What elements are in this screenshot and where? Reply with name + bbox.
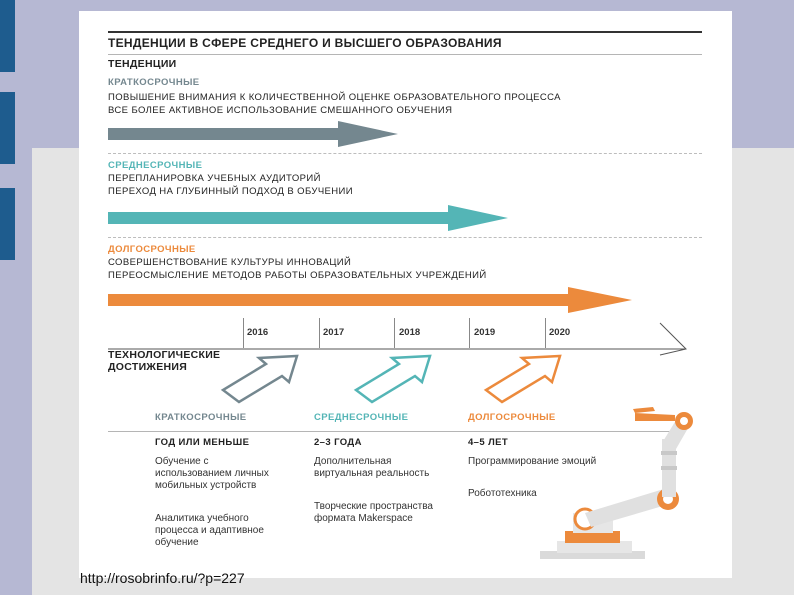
left-accent-bar-1: [0, 0, 15, 72]
trends-heading: ТЕНДЕНЦИИ: [108, 58, 177, 70]
tech-mid-item-2: Творческие пространства формата Makerspace: [314, 501, 433, 524]
left-accent-bar-3: [0, 188, 15, 260]
mid-term-item-1: ПЕРЕПЛАНИРОВКА УЧЕБНЫХ АУДИТОРИЙ: [108, 173, 321, 184]
tech-long-item-1: Программирование эмоций: [468, 456, 597, 467]
long-term-item-2: ПЕРЕОСМЫСЛЕНИЕ МЕТОДОВ РАБОТЫ ОБРАЗОВАТЕЛЬНЫХ УЧРЕЖДЕНИЙ: [108, 270, 487, 281]
tech-mid-item-1: Дополнительная виртуальная реальность: [314, 456, 430, 479]
short-term-item-1: ПОВЫШЕНИЕ ВНИМАНИЯ К КОЛИЧЕСТВЕННОЙ ОЦЕНКЕ ОБРАЗОВАТЕЛЬНОГО ПРОЦЕССА: [108, 92, 561, 103]
tech-heading-line1: ТЕХНОЛОГИЧЕСКИЕ: [108, 349, 221, 361]
tech-short-period: ГОД ИЛИ МЕНЬШЕ: [155, 437, 250, 448]
tech-short-item-1: Обучение с использованием личных мобильных устройств: [155, 456, 269, 491]
tech-heading-line2: ДОСТИЖЕНИЯ: [108, 361, 188, 373]
short-term-label: КРАТКОСРОЧНЫЕ: [108, 77, 200, 88]
tech-short-label: КРАТКОСРОЧНЫЕ: [155, 412, 247, 423]
year-2020: 2020: [549, 327, 571, 338]
title-rule: [108, 31, 702, 33]
year-2017: 2017: [323, 327, 345, 338]
tech-long-period: 4–5 ЛЕТ: [468, 437, 509, 448]
tech-long-item-2: Робототехника: [468, 488, 537, 499]
year-2018: 2018: [399, 327, 421, 338]
tech-long-label: ДОЛГОСРОЧНЫЕ: [468, 412, 556, 423]
mid-term-arrow: [108, 205, 510, 231]
long-term-arrow: [108, 287, 634, 313]
mid-term-divider: [108, 237, 702, 238]
title-divider: [108, 54, 702, 55]
mid-term-label: СРЕДНЕСРОЧНЫЕ: [108, 160, 203, 171]
long-term-label: ДОЛГОСРОЧНЫЕ: [108, 244, 196, 255]
tech-mid-label: СРЕДНЕСРОЧНЫЕ: [314, 412, 409, 423]
long-term-item-1: СОВЕРШЕНСТВОВАНИЕ КУЛЬТУРЫ ИННОВАЦИЙ: [108, 257, 352, 268]
mid-term-item-2: ПЕРЕХОД НА ГЛУБИННЫЙ ПОДХОД В ОБУЧЕНИИ: [108, 186, 354, 197]
tech-short-item-2: Аналитика учебного процесса и адаптивное обучение: [155, 513, 264, 548]
year-2016: 2016: [247, 327, 269, 338]
robot-arm-illustration: [535, 391, 715, 561]
tech-mid-period: 2–3 ГОДА: [314, 437, 362, 448]
infographic-title: ТЕНДЕНЦИИ В СФЕРЕ СРЕДНЕГО И ВЫСШЕГО ОБРАЗОВАНИЯ: [108, 36, 502, 50]
mid-term-tech-arrow-icon: [352, 354, 432, 404]
year-2019: 2019: [474, 327, 496, 338]
short-term-arrow: [108, 121, 400, 147]
source-link[interactable]: http://rosobrinfo.ru/?p=227: [80, 570, 245, 586]
short-term-item-2: ВСЕ БОЛЕЕ АКТИВНОЕ ИСПОЛЬЗОВАНИЕ СМЕШАННОГО ОБУЧЕНИЯ: [108, 105, 453, 116]
infographic-card: [79, 11, 732, 578]
short-term-tech-arrow-icon: [219, 354, 299, 404]
short-term-divider: [108, 153, 702, 154]
left-accent-bar-2: [0, 92, 15, 164]
